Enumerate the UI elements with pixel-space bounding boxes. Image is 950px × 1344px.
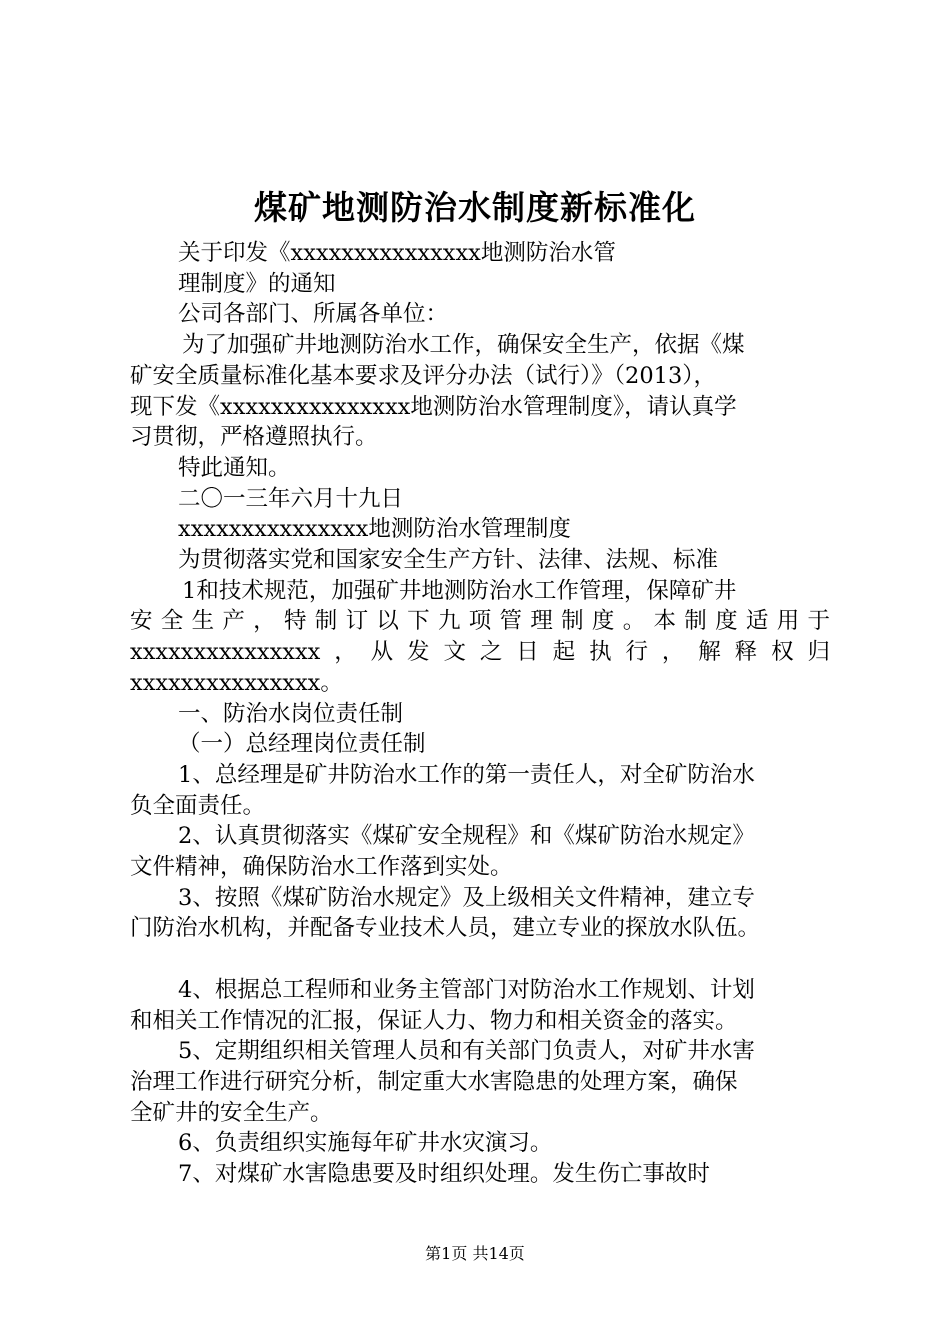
paragraph-line: 为贯彻落实党和国家安全生产方针、法律、法规、标准 [178,547,719,574]
list-item-line: 1、总经理是矿井防治水工作的第一责任人，对全矿防治水 [178,761,755,788]
date-line: 二〇一三年六月十九日 [178,485,404,512]
list-item-line: 治理工作进行研究分析，制定重大水害隐患的处理方案，确保 [130,1068,738,1095]
blank-line [130,944,830,975]
page-number-footer: 第1页 共14页 [425,1244,525,1263]
list-item-line: 2、认真贯彻落实《煤矿安全规程》和《煤矿防治水规定》 [178,823,755,850]
list-item-line: 5、定期组织相关管理人员和有关部门负责人，对矿井水害 [178,1038,755,1065]
paragraph-line: 1和技术规范，加强矿井地测防治水工作管理，保障矿井 [182,577,737,604]
regulation-title: xxxxxxxxxxxxxxx地测防治水管理制度 [178,516,571,543]
document-body [130,238,830,1190]
list-item-line: 全矿井的安全生产。 [130,1099,333,1126]
list-item-line: 4、根据总工程师和业务主管部门对防治水工作规划、计划 [178,976,755,1003]
list-item-line: 负全面责任。 [130,792,266,819]
section-heading: 一、防治水岗位责任制 [178,700,404,727]
subsection-heading: （一）总经理岗位责任制 [178,731,426,758]
salutation: 公司各部门、所属各单位： [178,301,449,328]
paragraph-line: 矿安全质量标准化基本要求及评分办法（试行）》（2013）， [130,362,717,389]
list-item-line: 6、负责组织实施每年矿井水灾演习。 [178,1130,553,1157]
paragraph-line: 为了加强矿井地测防治水工作，确保安全生产，依据《煤 [182,332,745,359]
document-title: 煤矿地测防治水制度新标准化 [254,188,696,227]
paragraph-line: xxxxxxxxxxxxxxx。 [130,669,343,696]
list-item-line: 文件精神，确保防治水工作落到实处。 [130,854,513,881]
list-item-line: 门防治水机构，并配备专业技术人员，建立专业的探放水队伍。 [130,915,761,942]
notice-heading-line-1: 关于印发《xxxxxxxxxxxxxxx地测防治水管 [178,240,616,266]
paragraph-line: 安全生产，特制订以下九项管理制度。本制度适用于 [130,608,830,635]
list-item-line: 7、对煤矿水害隐患要及时组织处理。发生伤亡事故时 [178,1161,710,1188]
notice-heading-line-2: 理制度》的通知 [178,270,336,297]
paragraph-line: 习贯彻，严格遵照执行。 [130,424,378,451]
closing-line: 特此通知。 [178,454,291,481]
paragraph-line: 现下发《xxxxxxxxxxxxxxx地测防治水管理制度》，请认真学 [130,393,737,420]
list-item-line: 和相关工作情况的汇报，保证人力、物力和相关资金的落实。 [130,1007,738,1034]
paragraph-line: xxxxxxxxxxxxxxx，从发文之日起执行，解释权归 [130,639,830,666]
list-item-line: 3、按照《煤矿防治水规定》及上级相关文件精神，建立专 [178,884,755,911]
